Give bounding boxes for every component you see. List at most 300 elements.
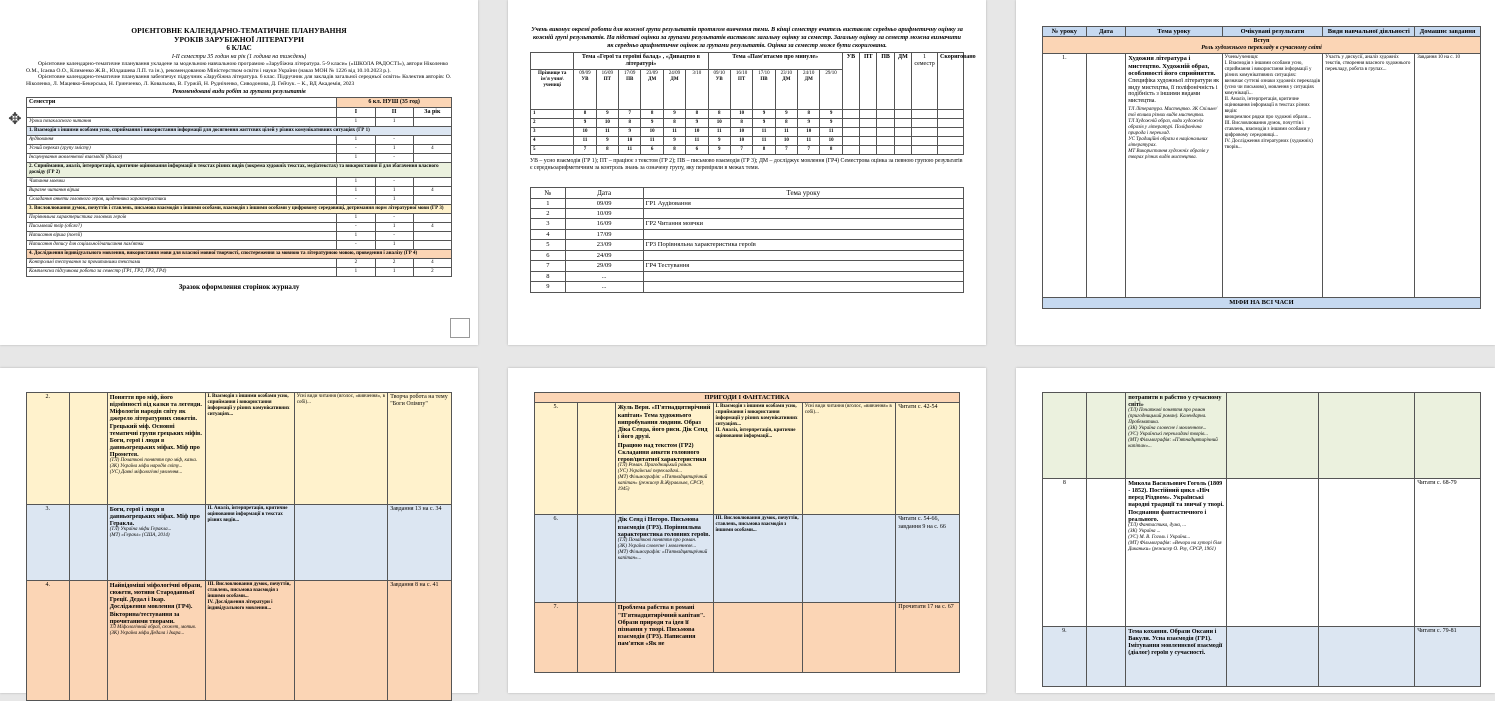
grade-cell: 10 [641, 128, 663, 137]
table-row [531, 146, 964, 155]
lesson-num: 3. [27, 505, 70, 581]
grade-cell: 9 [574, 119, 596, 128]
grade-cell: 9 [663, 137, 685, 146]
grade-cell: 9 [663, 110, 685, 119]
grade-cell: 10 [686, 128, 708, 137]
table-row [27, 204, 452, 213]
summary-cell [842, 110, 859, 119]
summary-cell [877, 146, 894, 155]
table-row [27, 258, 452, 267]
kind-label: ДМ [782, 77, 791, 83]
row-value: 1 [337, 153, 375, 162]
table-row [27, 153, 452, 162]
table-row [531, 261, 964, 271]
page-3 [1016, 0, 1495, 345]
row-value: 1 [337, 186, 375, 195]
row-label: Письмовий твір (обсяг?) [27, 222, 337, 231]
summary-cell [860, 137, 877, 146]
plan-head-results: Очікувані результати [1222, 27, 1323, 37]
plan-table-gogol [1042, 392, 1481, 687]
section-myths: МІФИ НА ВСІ ЧАСИ [1043, 298, 1481, 308]
table-row [27, 231, 452, 240]
student-num: 3 [531, 128, 574, 137]
lesson-date [1086, 479, 1125, 627]
lesson-topic: Жуль Верн. «П'ятнадцятирічний капітан» Тема художнього випробування людини. Образ Діка Сенда, його риси. Дік Сенд і його друзі. [617, 404, 711, 440]
intro-paragraph-2: Орієнтовне календарно-тематичне планування забезпечує підручник «Зарубіжна література. 6 клас. Підручник для закладів загальної середньої освіти» Колектив авторів: О. Ніколенко, Л. Мацевко-Бекерська, Н. Гринченко, Л. Ковальова, В. Гуржій, Н. Рудніченко, Сиводонова, Д. Гейчук. – К., ВД Академія, 2023 [26, 74, 452, 88]
date-column-header [641, 70, 663, 110]
lesson-topic: Поняття про міф, його відмінності від казки та легенди. Міфологія народів світу як джерело літературних сюжетів. Грецький міф. Основні тематичні групи грецьких міфів. Боги, герої і люди в давньогрецьких міфах. Міф про Прометея. [109, 394, 202, 458]
table-row [27, 186, 452, 195]
lesson-num: 4. [27, 581, 70, 701]
grade-cell: 8 [686, 110, 708, 119]
lesson-num: 4 [531, 229, 566, 239]
lesson-topic: Боги, герої і люди в давньогрецьких міфах. Міф про Геракла. [109, 506, 200, 528]
table-row [27, 177, 452, 186]
grade-cell: 10 [730, 137, 752, 146]
summary-cell [842, 137, 859, 146]
col-corrected: Скориговано [938, 53, 964, 110]
grade-cell: 11 [641, 137, 663, 146]
lesson-date: ... [565, 282, 643, 292]
summary-cell [894, 146, 911, 155]
lesson-homework: Завдання 13 на с. 34 [388, 505, 452, 581]
lesson-num: 7. [535, 603, 578, 673]
col-semester: 1 семестр [912, 53, 938, 110]
summary-cell [912, 128, 938, 137]
grade-cell: 7 [775, 146, 797, 155]
intro-paragraph: Орієнтовне календарно-тематичне планування укладене за модельною навчальною програмою «Зарубіжна література. 5-9 класи» («ШКОЛА РАДОСТІ»), автори Ніколенко О.М., Ісаєва О.О., Клименко Ж.В., Юлдашева Л.П. та ін.), рекомендованою Міністерством освіти і науки України (наказ МОН № 1226 від 10.10.2023 р.). [26, 61, 449, 74]
row-value: 2 [337, 258, 375, 267]
grade-cell: 9 [798, 119, 820, 128]
table-row [1043, 627, 1481, 687]
lesson-activities: Усні види читання (вголос, «вивчення», в собі)... [294, 393, 388, 505]
row-value: 1 [375, 195, 413, 204]
table-head-year: За рік [413, 107, 451, 117]
row-value: 1 [337, 117, 375, 126]
lesson-num: 7 [531, 261, 566, 271]
summary-cell [894, 110, 911, 119]
grade-cell: 10 [574, 128, 596, 137]
date-label: 24/10 [803, 71, 815, 77]
student-num: 1 [531, 110, 574, 119]
semester-line: І-ІІ семестри 35 годин на рік (1 година на тиждень) [171, 54, 307, 60]
date-column-header [663, 70, 685, 110]
lesson-topic [643, 229, 963, 239]
date-column-header [753, 70, 775, 110]
lesson-activities [294, 505, 388, 581]
lesson-results [713, 603, 802, 673]
lesson-date: 24/09 [565, 250, 643, 260]
table-row [27, 222, 452, 231]
table-row [27, 267, 452, 276]
kind-label: ПТ [737, 77, 746, 83]
group-heading: 2. Сприймання, аналіз, інтерпретація, критичне оцінювання інформації в текстах різних видів (зокрема художніх текстах, медіатекстах) та використання її для збагачення власного досвіду (ГР 2) [27, 162, 452, 177]
lesson-topic: Художня література і мистецтво. Художній образ, особливості його сприйняття. [1128, 55, 1216, 78]
lesson-literature: ТЛ Література. Мистецтво. ЗК Спільне/тої впливи різних видів мистецтва. ТЛ Художній образ, види художніх образів у літературі. Поліфонічна природа і переклад. УС Традиційні образи в національних літературах. МТ Використання художніх образів у творах різних видів мистецтва. [1128, 107, 1218, 161]
grade-cell: 9 [686, 119, 708, 128]
summary-cell [912, 119, 938, 128]
lesson-activities: Усні види читання (вголос, «вивчення» в собі)... [802, 403, 896, 515]
plan-head-topic: Тема уроку [1126, 27, 1222, 37]
date-column-header [708, 70, 730, 110]
row-value: 1 [337, 135, 375, 144]
lesson-topic-2: Специфіка художньої літератури як виду мистецтва, її поліфонічність і подібність з іншими видами мистецтва. [1128, 77, 1219, 105]
row-label: Написання допису для соціальної/написання пам'ятки [27, 240, 337, 249]
date-label: 16/09 [601, 71, 614, 77]
row-value: 1 [337, 231, 375, 240]
lessons-table [530, 187, 964, 293]
summary-cell [877, 119, 894, 128]
lesson-topic-cell [615, 403, 713, 515]
table-row [27, 581, 452, 701]
lesson-homework: Завдання 10 на с. 10 [1415, 54, 1481, 298]
lesson-num: 5 [531, 240, 566, 250]
plan-table-adventure [534, 392, 960, 673]
table-row [531, 198, 964, 208]
lesson-results: ІІІ. Висловлювання думок, почуттів, ставлень, письмова взаємодія з іншими особами... [713, 515, 802, 603]
row-value: 1 [375, 117, 413, 126]
row-label: Складання анкети головного героя, щоденника характеристики [27, 195, 337, 204]
lesson-date [577, 515, 615, 603]
summary-cell [860, 128, 877, 137]
summary-cell [938, 146, 964, 155]
row-label: Інсценування мовленнєвої взаємодії (діалог) [27, 153, 337, 162]
date-column-header [798, 70, 820, 110]
grade-label: 6 КЛАС [226, 44, 252, 52]
grade-cell: 10 [730, 128, 752, 137]
row-value: - [375, 177, 413, 186]
row-value [413, 117, 451, 126]
table-row [27, 240, 452, 249]
lessons-head-date: Дата [565, 187, 643, 198]
grade-cell: 9 [596, 137, 618, 146]
lesson-topic-2: Працюю над текстом (ГР2) Складання анкети головного героя/цитатної характеристики [617, 442, 707, 464]
grade-cell: 8 [663, 119, 685, 128]
grade-cell: 10 [798, 128, 820, 137]
lessons-head-num: № [531, 187, 566, 198]
col-dm: ДМ [894, 53, 911, 110]
lesson-topic [643, 282, 963, 292]
date-label: 24/09 [668, 71, 681, 77]
grade-cell: 9 [753, 110, 775, 119]
grade-cell: 10 [619, 137, 641, 146]
summary-cell [938, 137, 964, 146]
lesson-literature: (ТЛ) Початкові поняття про роман. (ЗК) Україна словесне і мовленнєве... (МТ) Фільмографія: «П'ятнадцятирічний капітан»... [617, 537, 708, 561]
lesson-topic [643, 250, 963, 260]
date-column-header [820, 70, 842, 110]
summary-cell [842, 119, 859, 128]
col-pt: ПТ [860, 53, 877, 110]
lesson-topic: ГР2 Читання мовчки [643, 219, 963, 229]
lesson-topic-cell [1126, 627, 1227, 687]
student-num: 4 [531, 137, 574, 146]
grade-cell: 8 [798, 110, 820, 119]
row-value: - [375, 231, 413, 240]
table-row [531, 209, 964, 219]
section-intro-sub: Роль художнього перекладу в сучасному світі [1201, 45, 1322, 52]
summary-cell [894, 137, 911, 146]
lesson-num: 6. [535, 515, 578, 603]
continued-literature: (ТЛ) Початкові поняття про роман (пригодницький роман). Календарна. Пробематика. (ЗК) Україна словесне і мовленнєве... (УС) Українські перекладачі творів... (МТ) Фільмографія: «П'ятнадцятирічний капітан»... [1128, 408, 1218, 450]
summary-cell [912, 110, 938, 119]
table-head-sem2: ІІ [375, 107, 413, 117]
grade-cell: 11 [708, 128, 730, 137]
row-value: - [375, 135, 413, 144]
recommended-line: Рекомендовані види робіт за групами результатів [172, 88, 306, 95]
row-label: Уроки позакласного читання [27, 117, 337, 126]
row-label: Написання вірша (поезії) [27, 231, 337, 240]
row-value: 4 [413, 258, 451, 267]
lesson-topic-cell [107, 505, 205, 581]
date-label: 09/10 [713, 71, 725, 77]
summary-cell [877, 128, 894, 137]
lesson-num: 6 [531, 250, 566, 260]
lesson-date [577, 603, 615, 673]
results-table [26, 97, 452, 277]
grade-cell: 8 [641, 110, 663, 119]
row-value: 2 [375, 258, 413, 267]
table-head-hours: 6 кл. НУШ (35 год) [337, 97, 452, 107]
table-resize-handle-icon[interactable] [450, 318, 470, 338]
summary-cell [938, 128, 964, 137]
row-value: 1 [375, 267, 413, 276]
row-value: 4 [413, 222, 451, 231]
summary-cell [894, 119, 911, 128]
row-value [413, 135, 451, 144]
page-2 [508, 0, 986, 345]
summary-cell [842, 146, 859, 155]
table-row [27, 393, 452, 505]
lesson-topic: Микола Васильович Гоголь (1809 - 1852). Постійний цикл «Ніч перед Різдвом». Українські народні традиції та звичаї у творі. Поєднання фантастичного і реального. [1128, 480, 1224, 523]
plan-table [1042, 26, 1481, 309]
grade-cell: 11 [619, 146, 641, 155]
grade-cell: 8 [753, 146, 775, 155]
kind-label: УВ [715, 77, 723, 83]
lesson-date: 23/09 [565, 240, 643, 250]
grading-note: Учень виконує окремі роботи для кожної групи результатів протягом вивчення теми. В кінці семестру вчитель виставляє середньо арифметичну оцінку за кожній групі результатів. На підставі оцінки за групами результатів виставляє загальну оцінку за семестр. Загальну оцінку за семестр можна визначити як середньо арифметичне оцінок за групами результатів. Оцінка за семестр може бути скоригована. [531, 26, 963, 49]
table-row [535, 403, 960, 515]
grade-cell: 9 [708, 137, 730, 146]
grade-cell: 8 [708, 110, 730, 119]
lesson-num: 2 [531, 209, 566, 219]
summary-cell [860, 119, 877, 128]
row-value: 1 [375, 144, 413, 153]
table-row [531, 229, 964, 239]
lesson-homework: Читати с. 42-54 [896, 403, 960, 515]
table-row [27, 162, 452, 177]
lesson-literature: ТЛ Міфологічний образ, сюжет, мотив. (ЗК) Україна міфи Дедала і Ікара... [109, 624, 197, 636]
date-column-header [619, 70, 641, 110]
lesson-topic: ГР3 Порівняльна характеристика героїв [643, 240, 963, 250]
lesson-num: 5. [535, 403, 578, 515]
table-row [531, 128, 964, 137]
date-label: 23/10 [780, 71, 793, 77]
lesson-num: 8 [531, 271, 566, 281]
summary-cell [877, 137, 894, 146]
grade-cell: 11 [753, 137, 775, 146]
kind-label: ДМ [670, 77, 679, 83]
grade-cell: 6 [641, 146, 663, 155]
table-head-sem1: І [337, 107, 375, 117]
grade-cell: 11 [775, 128, 797, 137]
date-label: 17/09 [624, 71, 636, 77]
plan-head-num: № уроку [1043, 27, 1087, 37]
grade-cell: 9 [820, 119, 842, 128]
grade-cell: 8 [730, 119, 752, 128]
kind-label: ДМ [648, 77, 657, 83]
grade-cell: 9 [753, 119, 775, 128]
table-row [531, 282, 964, 292]
row-value [413, 177, 451, 186]
lesson-homework: Творча робота на тему "Боги Олімпу" [388, 393, 452, 505]
kind-label: ПТ [603, 77, 611, 83]
table-row [27, 213, 452, 222]
row-label: Порівняльна характеристика головних героїв [27, 213, 337, 222]
row-value: - [337, 222, 375, 231]
plan-table-myths [26, 392, 452, 701]
lesson-activities [294, 581, 388, 701]
lesson-topic: ГР1 Аудіювання [643, 198, 963, 208]
group-heading: 4. Дослідження індивідуального мовлення, використання мови для власної мовної творчості, спостереження за мовною та літературною мовою, проведення і аналізу (ГР 4) [27, 249, 452, 258]
summary-cell [860, 110, 877, 119]
lesson-topic [643, 209, 963, 219]
table-row [535, 603, 960, 673]
date-column-header [686, 70, 708, 110]
table-row [531, 250, 964, 260]
table-row [531, 271, 964, 281]
row-value: 1 [375, 186, 413, 195]
lesson-num: 1. [1043, 54, 1087, 298]
summary-cell [894, 128, 911, 137]
grade-cell: 9 [820, 110, 842, 119]
date-label: 23/09 [646, 71, 658, 77]
lesson-date [1086, 627, 1125, 687]
date-column-header [730, 70, 752, 110]
document-subtitle: УРОКІВ ЗАРУБІЖНОЇ ЛІТЕРАТУРИ [174, 35, 304, 44]
date-column-header [574, 70, 596, 110]
summary-cell [842, 128, 859, 137]
row-value [413, 195, 451, 204]
table-row [531, 110, 964, 119]
lesson-literature: (ТЛ) Фантастика, дума, ... (ЗК) Україна ... (УС) М. В. Гоголь і Україна... (МТ) Фільмографія: «Вечори на хуторі біля Диканьки» (режисер О. Роу, СРСР, 1961) [1128, 522, 1222, 552]
grade-cell: 11 [820, 128, 842, 137]
grade-cell: 7 [798, 146, 820, 155]
table-row [27, 135, 452, 144]
grade-cell: 10 [775, 137, 797, 146]
lesson-activities [802, 515, 896, 603]
table-move-handle-icon[interactable]: ✥ [8, 109, 22, 128]
table-row [27, 144, 452, 153]
row-value: 2 [413, 267, 451, 276]
date-label: 17/10 [758, 71, 770, 77]
grade-cell: 8 [775, 119, 797, 128]
col-ub: УВ [842, 53, 859, 110]
lesson-literature: (ТЛ) Роман. Пригодницький роман. (УС) Українські перекладачі... (МТ) Фільмографія: «П'ятнадцятирічний капітан» (режисер В.Журавльов, СРСР, 1945) [617, 463, 708, 493]
table-row [27, 126, 452, 135]
summary-cell [938, 119, 964, 128]
table-row [531, 219, 964, 229]
lesson-date [69, 393, 107, 505]
grade-cell: 8 [820, 146, 842, 155]
row-value [413, 153, 451, 162]
grade-cell: 10 [730, 110, 752, 119]
plan-head-date: Дата [1086, 27, 1125, 37]
table-row [27, 249, 452, 258]
row-value [413, 240, 451, 249]
table-row [27, 117, 452, 126]
lesson-date [69, 581, 107, 701]
grade-cell: 7 [619, 110, 641, 119]
lesson-num: 3 [531, 219, 566, 229]
document-title: ОРІЄНТОВНЕ КАЛЕНДАРНО-ТЕМАТИЧНЕ ПЛАНУВАННЯ [131, 26, 347, 35]
row-label: Читання мовчки [27, 177, 337, 186]
lesson-homework: Читати с. 68-79 [1415, 479, 1481, 627]
lesson-date: 16/09 [565, 219, 643, 229]
lesson-topic [643, 271, 963, 281]
lesson-homework: Читати с. 79-81 [1415, 627, 1481, 687]
row-value: - [337, 144, 375, 153]
lesson-date: 29/09 [565, 261, 643, 271]
lesson-topic: Найвідоміші міфологічні образи, сюжети, мотиви Стародавньої Греції. Дедал і Ікар. Дослідження мовлення (ГР4). Вікторина/тестування за прочитаними творами. [109, 582, 202, 625]
journal-caption: Зразок оформлення сторінок журналу [178, 282, 300, 291]
page-1 [0, 0, 478, 345]
summary-cell [912, 137, 938, 146]
summary-cell [877, 110, 894, 119]
grade-cell: 10 [596, 119, 618, 128]
lesson-num: 2. [27, 393, 70, 505]
table-row [27, 195, 452, 204]
row-value [413, 231, 451, 240]
student-num: 2 [531, 119, 574, 128]
lesson-date [577, 403, 615, 515]
lesson-results: І. Взаємодія з іншими особами усно, сприймання і використання інформації у різних комунікативних ситуаціях... [205, 393, 294, 505]
lesson-topic: ГР4 Тестування [643, 261, 963, 271]
row-value: 4 [413, 186, 451, 195]
row-value: 1 [337, 177, 375, 186]
student-num: 5 [531, 146, 574, 155]
grade-cell: 7 [574, 146, 596, 155]
table-row [535, 515, 960, 603]
date-label: 3/10 [692, 71, 702, 77]
lesson-num: 9 [531, 282, 566, 292]
lesson-date [69, 505, 107, 581]
kind-label: УВ [581, 77, 589, 83]
grade-cell: 11 [663, 128, 685, 137]
lesson-num: 1 [531, 198, 566, 208]
grade-cell: 8 [596, 146, 618, 155]
summary-cell [912, 146, 938, 155]
lesson-literature: (ТЛ) Початкові поняття про міф, казка. (ЗК) Україна міфи народів світу... (УС) Давні міфологічні уявлення... [109, 458, 198, 476]
table-row [531, 137, 964, 146]
row-label: Усний переказ (групу змісту) [27, 144, 337, 153]
row-value: - [337, 195, 375, 204]
grade-cell: 9 [708, 146, 730, 155]
row-value: 1 [337, 213, 375, 222]
lesson-topic: Тема кохання. Образи Оксани і Вакули. Усна взаємодія (ГР1). Імітування мовленнєвої взаємодії (діалог) героїв у сучасності. [1128, 628, 1223, 657]
topic1-header: Тема «Герої та героїні балад» , «Дивацтво в літературі» [574, 53, 708, 70]
row-value: 1 [375, 222, 413, 231]
lesson-topic-cell [1126, 479, 1227, 627]
date-label: 29/10 [825, 71, 837, 77]
continued-topic: потрапити в рабство у сучасному світі» [1128, 394, 1222, 409]
summary-cell [860, 146, 877, 155]
grade-cell: 11 [686, 137, 708, 146]
legend-text: УВ – усно взаємодія (ГР 1); ПТ – праціює з текстом (ГР 2); ПВ – письмово взаємодія (ГР 3); ДМ – досліджує мовлення (ГР4) Семестрова оцінка за певною групою результатів є середньоарифметичним за контроль знань за означену групу, яку перевіряли в межах теми. [530, 158, 963, 172]
lesson-topic-cell [615, 515, 713, 603]
grade-cell: 11 [798, 137, 820, 146]
date-label: 16/10 [735, 71, 748, 77]
plan-head-activities: Види навчальної діяльності [1323, 27, 1415, 37]
